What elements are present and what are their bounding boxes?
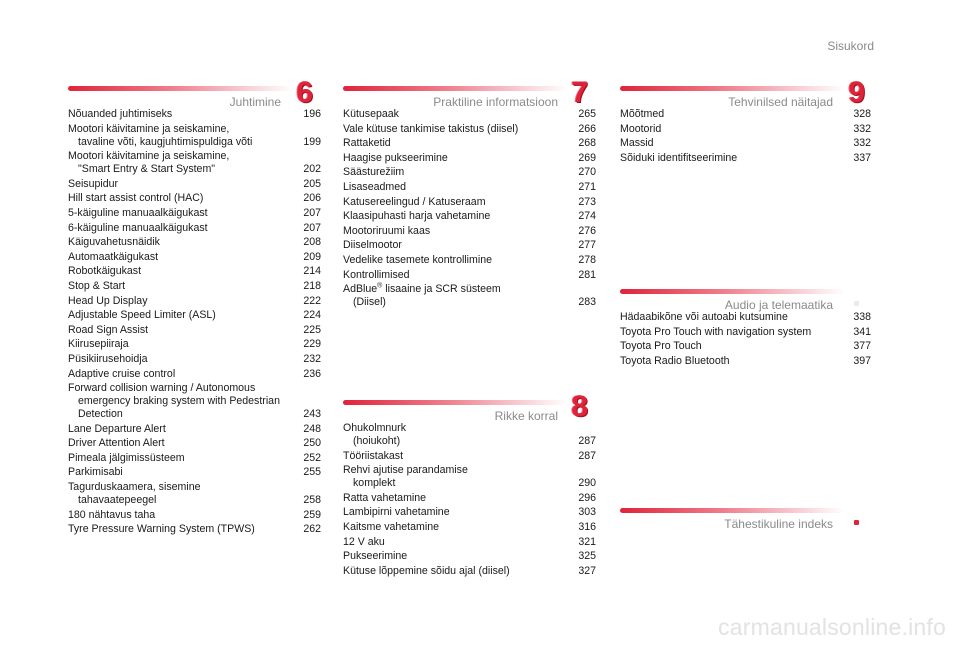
toc-entry[interactable]: [343, 137, 596, 150]
toc-entry-title: [68, 207, 321, 220]
toc-entry[interactable]: [343, 464, 596, 490]
toc-entry-text: Vedelike tasemete kontrollimine: [343, 253, 492, 266]
toc-entry-text: komplekt: [353, 477, 396, 490]
toc-entry-title: [68, 150, 321, 163]
section-header: [343, 392, 596, 422]
toc-entry-page-number: 209: [303, 250, 321, 263]
toc-entry-title: [68, 523, 321, 536]
section-bar: [343, 86, 568, 91]
toc-entry-page-number: 283: [578, 296, 596, 309]
toc-entry-page-number: 377: [853, 340, 871, 353]
toc-entry[interactable]: [68, 265, 321, 278]
section-bar: [620, 508, 845, 513]
toc-entry-text: Adjustable Speed Limiter (ASL): [68, 309, 216, 322]
toc-entry[interactable]: [68, 192, 321, 205]
toc-entry-title: [68, 437, 321, 450]
toc-entry-text: Kiirusepiiraja: [68, 338, 129, 351]
toc-entry[interactable]: [343, 123, 596, 136]
toc-entry-page-number: 236: [303, 367, 321, 380]
toc-entry[interactable]: [343, 254, 596, 267]
toc-entry-title: [343, 196, 596, 209]
toc-entry-title: [68, 466, 321, 479]
toc-entry[interactable]: [620, 326, 871, 339]
toc-entry-text: Mootoriruumi kaas: [343, 224, 431, 237]
chapter-number: 9: [848, 76, 865, 109]
toc-entry-title: [343, 565, 596, 578]
toc-entry-title: [343, 166, 596, 179]
toc-entry-page-number: 265: [578, 108, 596, 120]
toc-entry-title: [68, 280, 321, 293]
toc-entry-text: Hill start assist control (HAC): [68, 192, 204, 205]
toc-entry-title-continuation: [343, 435, 596, 448]
toc-entry[interactable]: [343, 166, 596, 179]
toc-entry-page-number: 332: [853, 137, 871, 150]
toc-entry-text: (Diisel): [353, 296, 386, 309]
toc-entry-title: [620, 152, 871, 165]
toc-entry[interactable]: [620, 152, 871, 165]
toc-entry-title: [343, 152, 596, 165]
toc-entry-text: Haagise pukseerimine: [343, 151, 448, 164]
toc-entry-title: [68, 452, 321, 465]
section-bar: [68, 86, 293, 91]
toc-entry-title: [343, 492, 596, 505]
toc-entry[interactable]: [68, 236, 321, 249]
toc-entry-text: Pimeala jälgimissüsteem: [68, 451, 185, 464]
toc-entry[interactable]: [68, 123, 321, 149]
toc-entry-text: Kütuse lõppemine sõidu ajal (diisel): [343, 564, 510, 577]
toc-entry[interactable]: [343, 108, 596, 121]
toc-entry-text: Stop & Start: [68, 279, 126, 292]
toc-entry-title: [620, 311, 871, 324]
chapter-marker: [854, 520, 859, 525]
toc-entry[interactable]: [68, 353, 321, 366]
toc-entry-text: Automaatkäigukast: [68, 250, 159, 263]
page-header-title: Sisukord: [827, 39, 874, 53]
toc-entry-text: Tööriistakast: [343, 449, 404, 462]
toc-entry-text: (hoiukoht): [353, 435, 401, 447]
toc-entry[interactable]: [68, 207, 321, 220]
toc-entry[interactable]: [343, 422, 596, 448]
toc-entry-text: Diiselmootor: [343, 239, 402, 252]
toc-entry-page-number: 278: [578, 253, 596, 266]
toc-entry-page-number: 276: [578, 224, 596, 237]
toc-entry-text: Kontrollimised: [343, 268, 410, 281]
toc-entry[interactable]: [343, 196, 596, 209]
chapter-number: 8: [571, 390, 588, 423]
toc-entry[interactable]: [620, 137, 871, 150]
section-juhtimine: [68, 78, 321, 538]
toc-entry-text: Forward collision warning / Autonomous: [68, 382, 256, 395]
toc-entry-page-number: 321: [578, 535, 596, 548]
toc-entry[interactable]: [68, 509, 321, 522]
toc-entry-text: tavaline võti, kaugjuhtimispuldiga võti: [78, 135, 253, 148]
toc-entry[interactable]: [68, 481, 321, 507]
toc-entry-page-number: 328: [853, 108, 871, 120]
toc-entry-text: Katusereelingud / Katuseraam: [343, 195, 486, 208]
toc-entry-page-number: 218: [303, 279, 321, 292]
toc-entry[interactable]: [343, 450, 596, 463]
section-bar: [343, 400, 568, 405]
toc-entry-text: "Smart Entry & Start System": [78, 163, 216, 176]
toc-entry-title-continuation: [68, 494, 321, 507]
toc-entry-text: Ohukolmnurk: [343, 422, 406, 434]
toc-entry-title: [620, 123, 871, 136]
toc-entry[interactable]: [68, 309, 321, 322]
toc-entry[interactable]: [343, 536, 596, 549]
toc-entry[interactable]: [343, 210, 596, 223]
toc-entry-title: [343, 536, 596, 549]
toc-entry[interactable]: [68, 178, 321, 191]
toc-entry-page-number: 341: [853, 325, 871, 338]
toc-entry-page-number: 205: [303, 177, 321, 190]
toc-entry-text: Vale kütuse tankimise takistus (diisel): [343, 122, 519, 135]
toc-entry-title-continuation: [68, 395, 321, 408]
toc-entry-text: AdBlue: [343, 283, 378, 296]
toc-entry-text: Säästurežiim: [343, 166, 405, 179]
toc-entry-page-number: 273: [578, 195, 596, 208]
toc-entry[interactable]: [68, 523, 321, 536]
section-praktiline-informatsioon: [343, 78, 596, 311]
toc-entry-title: [68, 338, 321, 351]
toc-entry-page-number: 262: [303, 523, 321, 536]
toc-entry-text: Kaitsme vahetamine: [343, 520, 439, 533]
toc-entry-page-number: 316: [578, 520, 596, 533]
toc-entry-title: [343, 181, 596, 194]
toc-entries: [343, 108, 596, 309]
toc-entry-page-number: 325: [578, 550, 596, 563]
toc-entry-page-number: 259: [303, 508, 321, 521]
toc-entry-title: [343, 450, 596, 463]
toc-entry-title: [620, 340, 871, 353]
chapter-marker: [854, 301, 859, 306]
toc-entry-title: [68, 481, 321, 494]
section-rikke-korral: [343, 392, 596, 579]
toc-entry-title: [68, 368, 321, 381]
toc-entry-text: Rehvi ajutise parandamise: [343, 464, 468, 477]
toc-entry-title: [343, 137, 596, 150]
toc-entry-title: [68, 382, 321, 395]
toc-entry-title: [343, 521, 596, 534]
toc-entry-page-number: 224: [303, 309, 321, 322]
toc-entry[interactable]: [343, 152, 596, 165]
toc-entry[interactable]: [620, 123, 871, 136]
toc-entry-title: [68, 192, 321, 205]
toc-entry-title: [68, 353, 321, 366]
toc-entry-title: [68, 324, 321, 337]
toc-entry-title: [68, 178, 321, 191]
toc-entry[interactable]: [620, 108, 871, 121]
toc-entry-text: Tagurduskaamera, sisemine: [68, 481, 201, 494]
toc-entry[interactable]: [343, 283, 596, 309]
toc-entry-page-number: 287: [578, 435, 596, 447]
toc-entry-page-number: 208: [303, 236, 321, 249]
section-audio-ja-telemaatika: [620, 281, 871, 369]
toc-entry-text: Sõiduki identifitseerimine: [620, 151, 738, 164]
toc-entries: [620, 108, 871, 165]
toc-entry-text: 6-käiguline manuaalkäigukast: [68, 221, 208, 234]
section-title: Tehvinilsed näitajad: [728, 95, 833, 109]
registered-mark: ®: [377, 282, 383, 290]
toc-entry-text: Driver Attention Alert: [68, 437, 165, 450]
toc-entry-title-continuation: [343, 477, 596, 490]
toc-entry-page-number: 266: [578, 122, 596, 135]
toc-entry-title: [68, 295, 321, 308]
section-tahestikuline-indeks: [620, 500, 871, 530]
toc-entry[interactable]: [68, 368, 321, 381]
toc-entries: [620, 311, 871, 368]
section-header: [68, 78, 321, 108]
toc-entry-page-number: 207: [303, 206, 321, 219]
toc-entry-text: Nõuanded juhtimiseks: [68, 108, 173, 120]
toc-entry[interactable]: [68, 423, 321, 436]
toc-entry-text: Massid: [620, 137, 654, 150]
toc-entry-page-number: 270: [578, 166, 596, 179]
toc-entry-text: Kütusepaak: [343, 108, 399, 120]
toc-entry[interactable]: [343, 521, 596, 534]
toc-entry-page-number: 202: [303, 163, 321, 176]
toc-entry-title: [620, 108, 871, 121]
toc-entry-text: Lisaseadmed: [343, 180, 407, 193]
toc-entry-text: Mootorid: [620, 122, 662, 135]
toc-entry-page-number: 258: [303, 494, 321, 507]
section-tehnilised-naitajad: [620, 78, 871, 166]
section-bar: [620, 86, 845, 91]
toc-entry[interactable]: [620, 355, 871, 368]
toc-entry-text: Tyre Pressure Warning System (TPWS): [68, 523, 255, 536]
toc-entry-page-number: 207: [303, 221, 321, 234]
toc-entry-page-number: 243: [303, 408, 321, 421]
toc-entry-title: [68, 251, 321, 264]
toc-entry[interactable]: [68, 108, 321, 121]
toc-entry-text: Klaasipuhasti harja vahetamine: [343, 210, 491, 223]
toc-entry-text: Head Up Display: [68, 294, 148, 307]
chapter-number: 6: [296, 76, 313, 109]
toc-entry-title: [68, 236, 321, 249]
toc-entry-title: [68, 509, 321, 522]
toc-entry-page-number: 338: [853, 311, 871, 323]
toc-entry-text: Robotkäigukast: [68, 265, 142, 278]
toc-entry[interactable]: [343, 181, 596, 194]
toc-entry[interactable]: [343, 269, 596, 282]
toc-entry-text: 12 V aku: [343, 535, 385, 548]
toc-entry-page-number: 222: [303, 294, 321, 307]
toc-entry-page-number: 269: [578, 151, 596, 164]
toc-entry-text: Parkimisabi: [68, 466, 123, 479]
toc-entry-text: Ratta vahetamine: [343, 491, 427, 504]
toc-entry-text: tahavaatepeegel: [78, 494, 157, 507]
watermark: carmanualsonline.info: [718, 614, 946, 640]
toc-entry-text: Toyota Pro Touch with navigation system: [620, 325, 812, 338]
section-header: [620, 78, 871, 108]
toc-entry-title-continuation: [68, 163, 321, 176]
toc-entry[interactable]: [343, 492, 596, 505]
toc-entry-text: 180 nähtavus taha: [68, 508, 156, 521]
toc-entry-title: [343, 550, 596, 563]
toc-entry-title: [343, 210, 596, 223]
toc-entry[interactable]: [68, 324, 321, 337]
toc-entry-text: 5-käiguline manuaalkäigukast: [68, 206, 208, 219]
toc-entry-title-continuation: [68, 408, 321, 421]
toc-entry-title: [343, 108, 596, 121]
toc-entry-page-number: 214: [303, 265, 321, 278]
toc-entry-title: [68, 423, 321, 436]
toc-entry[interactable]: [68, 222, 321, 235]
section-title: Rikke korral: [494, 409, 558, 423]
toc-entry-title: [343, 254, 596, 267]
toc-entry-title: [620, 137, 871, 150]
section-header: [620, 500, 871, 530]
toc-entry-title: [68, 108, 321, 121]
toc-entry[interactable]: [68, 382, 321, 421]
toc-entry-text: Mootori käivitamine ja seiskamine,: [68, 150, 230, 163]
toc-entry-text: Käiguvahetusnäidik: [68, 236, 160, 249]
toc-entry-title: [343, 269, 596, 282]
toc-entry[interactable]: [68, 251, 321, 264]
toc-entry-page-number: 277: [578, 239, 596, 252]
toc-entry[interactable]: [68, 295, 321, 308]
section-title: Tähestikuline indeks: [724, 517, 833, 531]
toc-entry-title: [68, 265, 321, 278]
toc-entry-title: [68, 123, 321, 136]
toc-entries: [68, 108, 321, 536]
toc-entry-page-number: 287: [578, 449, 596, 462]
toc-entry[interactable]: [68, 466, 321, 479]
toc-entry-text-tail: lisaaine ja SCR süsteem: [382, 283, 501, 296]
toc-entry-text: Seisupidur: [68, 177, 119, 190]
toc-entry[interactable]: [343, 565, 596, 578]
toc-entry-text: Toyota Radio Bluetooth: [620, 354, 730, 367]
toc-entry-page-number: 252: [303, 451, 321, 464]
toc-entry-text: Rattaketid: [343, 137, 391, 150]
toc-entry-text: Lane Departure Alert: [68, 422, 166, 435]
toc-entry-page-number: 327: [578, 564, 596, 577]
toc-entry-title-continuation: [343, 296, 596, 309]
toc-entry-page-number: 229: [303, 338, 321, 351]
toc-entry-page-number: 290: [578, 477, 596, 490]
toc-entry-title: [620, 355, 871, 368]
toc-entry-page-number: 268: [578, 137, 596, 150]
section-title: Audio ja telemaatika: [724, 298, 833, 312]
toc-entry[interactable]: [343, 239, 596, 252]
toc-entry-text: Toyota Pro Touch: [620, 340, 702, 353]
toc-entry-title-continuation: [68, 136, 321, 149]
toc-entry[interactable]: [343, 225, 596, 238]
toc-entry-page-number: 296: [578, 491, 596, 504]
section-header: [620, 281, 871, 311]
toc-entry-text: Hädaabikõne või autoabi kutsumine: [620, 311, 788, 323]
toc-entry-page-number: 303: [578, 506, 596, 519]
toc-entry-page-number: 255: [303, 466, 321, 479]
toc-entry-title: [343, 239, 596, 252]
chapter-number: 7: [571, 76, 588, 109]
toc-entry-title: [343, 123, 596, 136]
toc-entry-text: Road Sign Assist: [68, 323, 149, 336]
toc-entry[interactable]: [343, 550, 596, 563]
toc-entry-page-number: 206: [303, 192, 321, 205]
toc-entry-text: Pukseerimine: [343, 550, 408, 563]
toc-entry-title: [68, 222, 321, 235]
toc-entry-page-number: 337: [853, 151, 871, 164]
toc-entries: [343, 422, 596, 578]
toc-entry-title: [343, 225, 596, 238]
toc-entry-text: Lambipirni vahetamine: [343, 506, 450, 519]
toc-entry-page-number: 225: [303, 323, 321, 336]
toc-entry[interactable]: [68, 150, 321, 176]
toc-entry-title: [343, 283, 596, 296]
toc-entry-page-number: 274: [578, 210, 596, 223]
toc-entry[interactable]: [68, 338, 321, 351]
toc-entry[interactable]: [620, 311, 871, 324]
section-title: Juhtimine: [229, 95, 281, 109]
toc-entry-title: [68, 309, 321, 322]
toc-entry-page-number: 332: [853, 122, 871, 135]
toc-entry[interactable]: [68, 280, 321, 293]
toc-entry-page-number: 281: [578, 268, 596, 281]
toc-entry-text: Mootori käivitamine ja seiskamine,: [68, 122, 230, 135]
toc-entry-text: emergency braking system with Pedestrian: [78, 395, 280, 408]
toc-entry-page-number: 232: [303, 352, 321, 365]
toc-entry-page-number: 248: [303, 422, 321, 435]
toc-entry-page-number: 199: [303, 135, 321, 148]
toc-entry-text: Detection: [78, 408, 123, 421]
toc-entry[interactable]: [343, 506, 596, 519]
section-title: Praktiline informatsioon: [433, 95, 558, 109]
toc-entry[interactable]: [68, 452, 321, 465]
toc-entry-title: [343, 464, 596, 477]
toc-entry-text: Adaptive cruise control: [68, 367, 176, 380]
toc-entry-text: Püsikiirusehoidja: [68, 352, 148, 365]
toc-entry-page-number: 397: [853, 354, 871, 367]
toc-entry-page-number: 271: [578, 180, 596, 193]
toc-entry-text: Mõõtmed: [620, 108, 665, 120]
toc-entry[interactable]: [620, 340, 871, 353]
section-bar: [620, 289, 845, 294]
toc-entry-title: [620, 326, 871, 339]
toc-entry-title: [343, 422, 596, 435]
toc-entry-page-number: 250: [303, 437, 321, 450]
section-header: [343, 78, 596, 108]
toc-entry-page-number: 196: [303, 108, 321, 120]
toc-entry-title: [343, 506, 596, 519]
toc-entry[interactable]: [68, 437, 321, 450]
